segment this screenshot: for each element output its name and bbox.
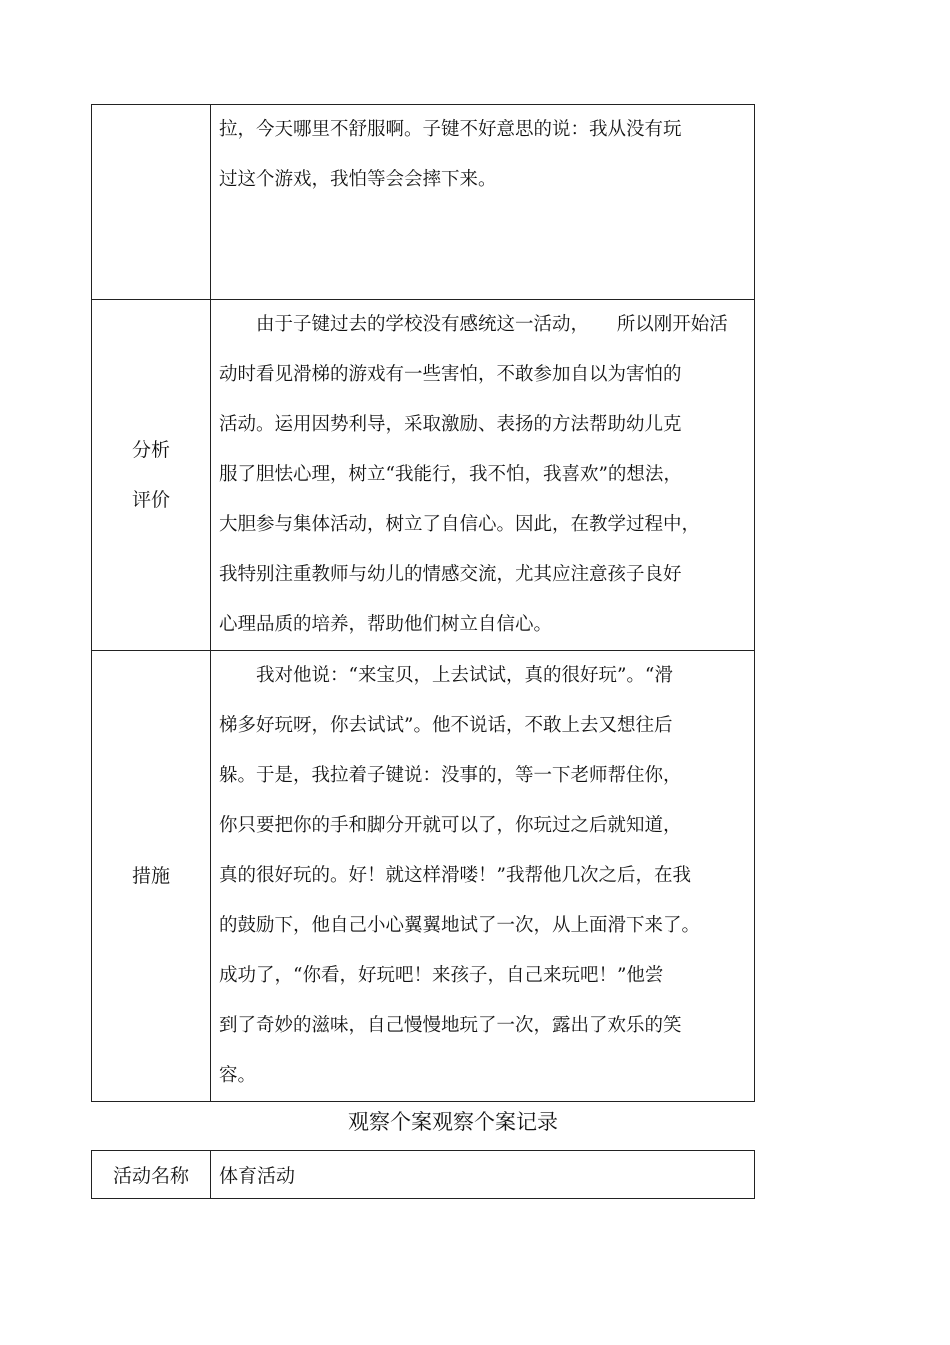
text-line: 服了胆怯心理，树立“我能行，我不怕，我喜欢”的想法， <box>219 464 682 485</box>
table-row-analysis <box>92 300 755 651</box>
text-line: 真的很好玩的。好！就这样滑喽！”我帮他几次之后，在我 <box>219 865 691 886</box>
row-content <box>211 651 755 1102</box>
table-row-measures <box>92 651 755 1102</box>
text-line: 大胆参与集体活动，树立了自信心。因此，在教学过程中， <box>219 514 701 535</box>
text-line: 由于子键过去的学校没有感统这一活动， 所以刚开始活 <box>219 314 728 335</box>
text-line: 你只要把你的手和脚分开就可以了，你玩过之后就知道， <box>219 815 682 836</box>
row-label-measures <box>92 651 211 1102</box>
label-line: 措施 <box>131 865 170 887</box>
text-line: 过这个游戏，我怕等会会摔下来。 <box>219 169 497 190</box>
section-caption: 观察个案观察个案记录 <box>348 1110 558 1134</box>
label-line: 分析 <box>131 439 170 461</box>
row-content <box>211 300 755 651</box>
activity-name-value: 体育活动 <box>211 1151 755 1199</box>
activity-info-table <box>91 1150 755 1199</box>
text-line: 梯多好玩呀，你去试试”。他不说话，不敢上去又想往后 <box>219 715 673 736</box>
table-row-activity-name <box>92 1151 755 1199</box>
observation-record-table <box>91 104 755 1102</box>
row-label-empty <box>92 105 211 300</box>
text-line: 我特别注重教师与幼儿的情感交流，尤其应注意孩子良好 <box>219 564 682 585</box>
activity-name-label: 活动名称 <box>92 1151 211 1199</box>
text-line: 动时看见滑梯的游戏有一些害怕，不敢参加自以为害怕的 <box>219 364 682 385</box>
text-line: 成功了，“你看，好玩吧！来孩子，自己来玩吧！”他尝 <box>219 965 664 986</box>
text-line: 容。 <box>219 1065 257 1086</box>
text-line: 到了奇妙的滋味，自己慢慢地玩了一次，露出了欢乐的笑 <box>219 1015 682 1036</box>
table-row-continuation <box>92 105 755 300</box>
text-line: 躲。于是，我拉着子键说：没事的，等一下老师帮住你， <box>219 765 682 786</box>
text-line: 的鼓励下，他自己小心翼翼地试了一次，从上面滑下来了。 <box>219 915 701 936</box>
label-line: 评价 <box>131 489 170 511</box>
row-label-analysis <box>92 300 211 651</box>
text-line: 活动。运用因势利导，采取激励、表扬的方法帮助幼儿克 <box>219 414 682 435</box>
text-line: 心理品质的培养，帮助他们树立自信心。 <box>219 614 553 635</box>
row-content <box>211 105 755 300</box>
text-line: 拉，今天哪里不舒服啊。子键不好意思的说：我从没有玩 <box>219 119 682 140</box>
text-line: 我对他说：“来宝贝，上去试试，真的很好玩”。“滑 <box>219 665 673 686</box>
